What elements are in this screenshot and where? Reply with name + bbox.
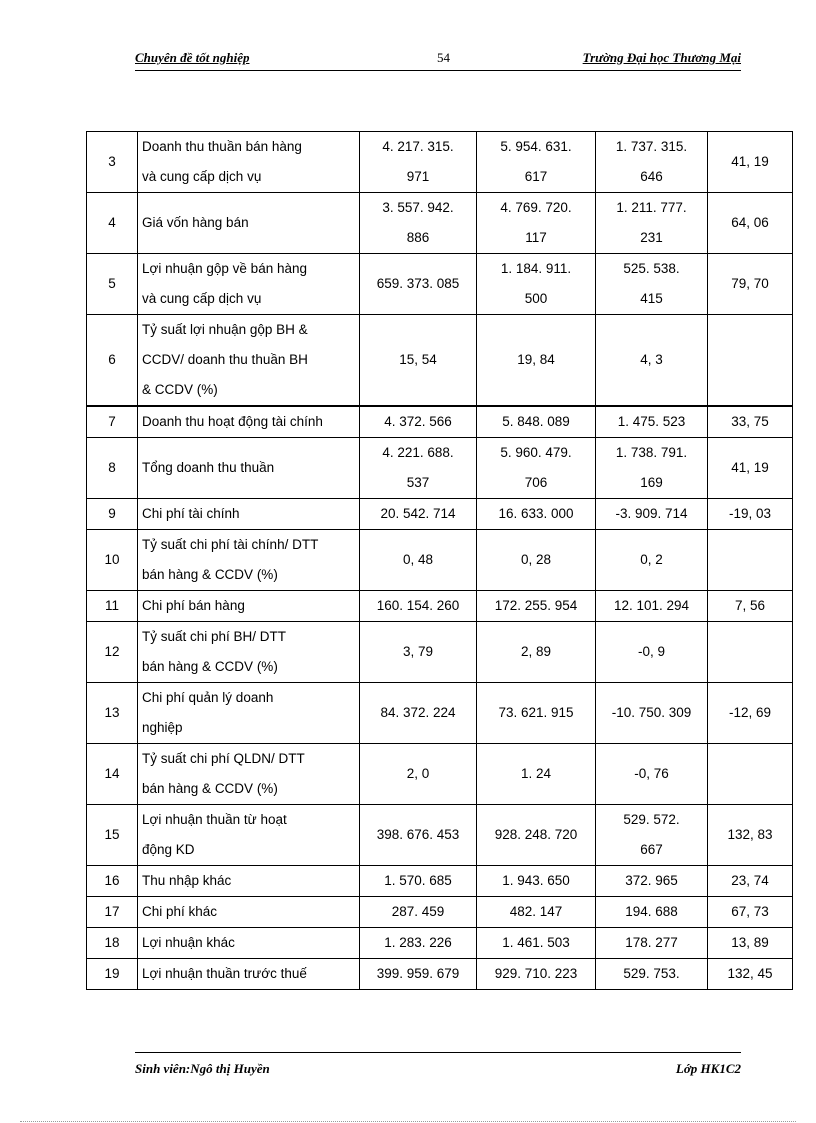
value-col2-cell: 1. 461. 503 [477, 928, 596, 959]
table-row [87, 499, 793, 530]
row-number-cell: 4 [87, 193, 138, 254]
indicator-name-cell: Chi phí bán hàng [138, 591, 360, 622]
difference-cell: 372. 965 [596, 866, 708, 897]
value-col2-cell: 1. 24 [477, 744, 596, 805]
row-number-cell: 17 [87, 897, 138, 928]
row-number-cell: 7 [87, 406, 138, 438]
difference-cell: -10. 750. 309 [596, 683, 708, 744]
indicator-name-cell: Thu nhập khác [138, 866, 360, 897]
table-row [87, 315, 793, 407]
value-col2-cell: 1. 184. 911. 500 [477, 254, 596, 315]
difference-cell: 194. 688 [596, 897, 708, 928]
table-row [87, 744, 793, 805]
table-row [87, 805, 793, 866]
difference-cell: 4, 3 [596, 315, 708, 407]
table-row [87, 591, 793, 622]
table-row [87, 622, 793, 683]
indicator-name-cell: Tổng doanh thu thuần [138, 438, 360, 499]
value-col2-cell: 73. 621. 915 [477, 683, 596, 744]
table-row [87, 683, 793, 744]
value-col1-cell: 20. 542. 714 [360, 499, 477, 530]
row-number-cell: 6 [87, 315, 138, 407]
footer-student-name: Sinh viên:Ngô thị Huyền [135, 1061, 270, 1076]
difference-cell: 0, 2 [596, 530, 708, 591]
percent-cell: 79, 70 [708, 254, 793, 315]
indicator-name-cell: Doanh thu hoạt động tài chính [138, 406, 360, 438]
percent-cell [708, 622, 793, 683]
value-col2-cell: 172. 255. 954 [477, 591, 596, 622]
percent-cell: 33, 75 [708, 406, 793, 438]
row-number-cell: 14 [87, 744, 138, 805]
indicator-name-cell: Lợi nhuận thuần trước thuế [138, 959, 360, 990]
value-col1-cell: 15, 54 [360, 315, 477, 407]
indicator-name-cell: Tỷ suất lợi nhuận gộp BH & CCDV/ doanh thu thuần BH & CCDV (%) [138, 315, 360, 407]
indicator-name-cell: Lợi nhuận khác [138, 928, 360, 959]
value-col1-cell: 0, 48 [360, 530, 477, 591]
table-row [87, 530, 793, 591]
page-header [135, 50, 741, 71]
difference-cell: 525. 538. 415 [596, 254, 708, 315]
indicator-name-cell: Tỷ suất chi phí tài chính/ DTT bán hàng & CCDV (%) [138, 530, 360, 591]
row-number-cell: 19 [87, 959, 138, 990]
value-col1-cell: 398. 676. 453 [360, 805, 477, 866]
indicator-name-cell: Lợi nhuận gộp về bán hàng và cung cấp dịch vụ [138, 254, 360, 315]
value-col2-cell: 482. 147 [477, 897, 596, 928]
value-col2-cell: 5. 954. 631. 617 [477, 132, 596, 193]
value-col2-cell: 5. 848. 089 [477, 406, 596, 438]
percent-cell: 41, 19 [708, 132, 793, 193]
footer-class-name: Lớp HK1C2 [675, 1061, 741, 1076]
value-col1-cell: 287. 459 [360, 897, 477, 928]
page-footer [135, 1052, 741, 1083]
row-number-cell: 18 [87, 928, 138, 959]
row-number-cell: 3 [87, 132, 138, 193]
percent-cell: 41, 19 [708, 438, 793, 499]
row-number-cell: 11 [87, 591, 138, 622]
indicator-name-cell: Doanh thu thuần bán hàng và cung cấp dịch vụ [138, 132, 360, 193]
table-row [87, 406, 793, 438]
table-row [87, 897, 793, 928]
row-number-cell: 13 [87, 683, 138, 744]
indicator-name-cell: Chi phí khác [138, 897, 360, 928]
value-col1-cell: 4. 221. 688. 537 [360, 438, 477, 499]
indicator-name-cell: Lợi nhuận thuần từ hoạt động KD [138, 805, 360, 866]
value-col1-cell: 3, 79 [360, 622, 477, 683]
difference-cell: 529. 753. [596, 959, 708, 990]
percent-cell [708, 315, 793, 407]
difference-cell: 178. 277 [596, 928, 708, 959]
percent-cell [708, 530, 793, 591]
row-number-cell: 5 [87, 254, 138, 315]
row-number-cell: 16 [87, 866, 138, 897]
row-number-cell: 12 [87, 622, 138, 683]
value-col1-cell: 4. 372. 566 [360, 406, 477, 438]
row-number-cell: 8 [87, 438, 138, 499]
difference-cell: 1. 737. 315. 646 [596, 132, 708, 193]
difference-cell: -3. 909. 714 [596, 499, 708, 530]
row-number-cell: 10 [87, 530, 138, 591]
value-col2-cell: 4. 769. 720. 117 [477, 193, 596, 254]
header-page-number: 54 [437, 50, 450, 65]
difference-cell: -0, 76 [596, 744, 708, 805]
indicator-name-cell: Tỷ suất chi phí BH/ DTT bán hàng & CCDV (%) [138, 622, 360, 683]
value-col2-cell: 5. 960. 479. 706 [477, 438, 596, 499]
page-bottom-divider [20, 1121, 796, 1122]
value-col2-cell: 1. 943. 650 [477, 866, 596, 897]
percent-cell: 132, 83 [708, 805, 793, 866]
value-col1-cell: 2, 0 [360, 744, 477, 805]
table-row [87, 959, 793, 990]
difference-cell: 529. 572. 667 [596, 805, 708, 866]
table-row [87, 928, 793, 959]
value-col1-cell: 1. 283. 226 [360, 928, 477, 959]
difference-cell: -0, 9 [596, 622, 708, 683]
header-document-title: Chuyên đề tốt nghiệp [135, 50, 250, 65]
indicator-name-cell: Chi phí tài chính [138, 499, 360, 530]
row-number-cell: 9 [87, 499, 138, 530]
row-number-cell: 15 [87, 805, 138, 866]
percent-cell: 67, 73 [708, 897, 793, 928]
percent-cell: -12, 69 [708, 683, 793, 744]
value-col2-cell: 2, 89 [477, 622, 596, 683]
table-row [87, 193, 793, 254]
table-row [87, 866, 793, 897]
difference-cell: 1. 738. 791. 169 [596, 438, 708, 499]
value-col1-cell: 659. 373. 085 [360, 254, 477, 315]
value-col1-cell: 4. 217. 315. 971 [360, 132, 477, 193]
percent-cell: 13, 89 [708, 928, 793, 959]
percent-cell: 64, 06 [708, 193, 793, 254]
table-row [87, 438, 793, 499]
value-col1-cell: 3. 557. 942. 886 [360, 193, 477, 254]
value-col1-cell: 1. 570. 685 [360, 866, 477, 897]
table-row [87, 254, 793, 315]
difference-cell: 1. 211. 777. 231 [596, 193, 708, 254]
percent-cell: 7, 56 [708, 591, 793, 622]
indicator-name-cell: Tỷ suất chi phí QLDN/ DTT bán hàng & CCDV (%) [138, 744, 360, 805]
indicator-name-cell: Chi phí quản lý doanh nghiệp [138, 683, 360, 744]
header-university-name: Trường Đại học Thương Mại [582, 50, 741, 65]
table-row [87, 132, 793, 193]
value-col1-cell: 160. 154. 260 [360, 591, 477, 622]
value-col2-cell: 928. 248. 720 [477, 805, 596, 866]
difference-cell: 1. 475. 523 [596, 406, 708, 438]
value-col2-cell: 0, 28 [477, 530, 596, 591]
value-col2-cell: 16. 633. 000 [477, 499, 596, 530]
value-col2-cell: 929. 710. 223 [477, 959, 596, 990]
percent-cell [708, 744, 793, 805]
value-col2-cell: 19, 84 [477, 315, 596, 407]
percent-cell: 23, 74 [708, 866, 793, 897]
value-col1-cell: 399. 959. 679 [360, 959, 477, 990]
indicator-name-cell: Giá vốn hàng bán [138, 193, 360, 254]
percent-cell: 132, 45 [708, 959, 793, 990]
financial-results-table [86, 131, 793, 990]
percent-cell: -19, 03 [708, 499, 793, 530]
difference-cell: 12. 101. 294 [596, 591, 708, 622]
value-col1-cell: 84. 372. 224 [360, 683, 477, 744]
